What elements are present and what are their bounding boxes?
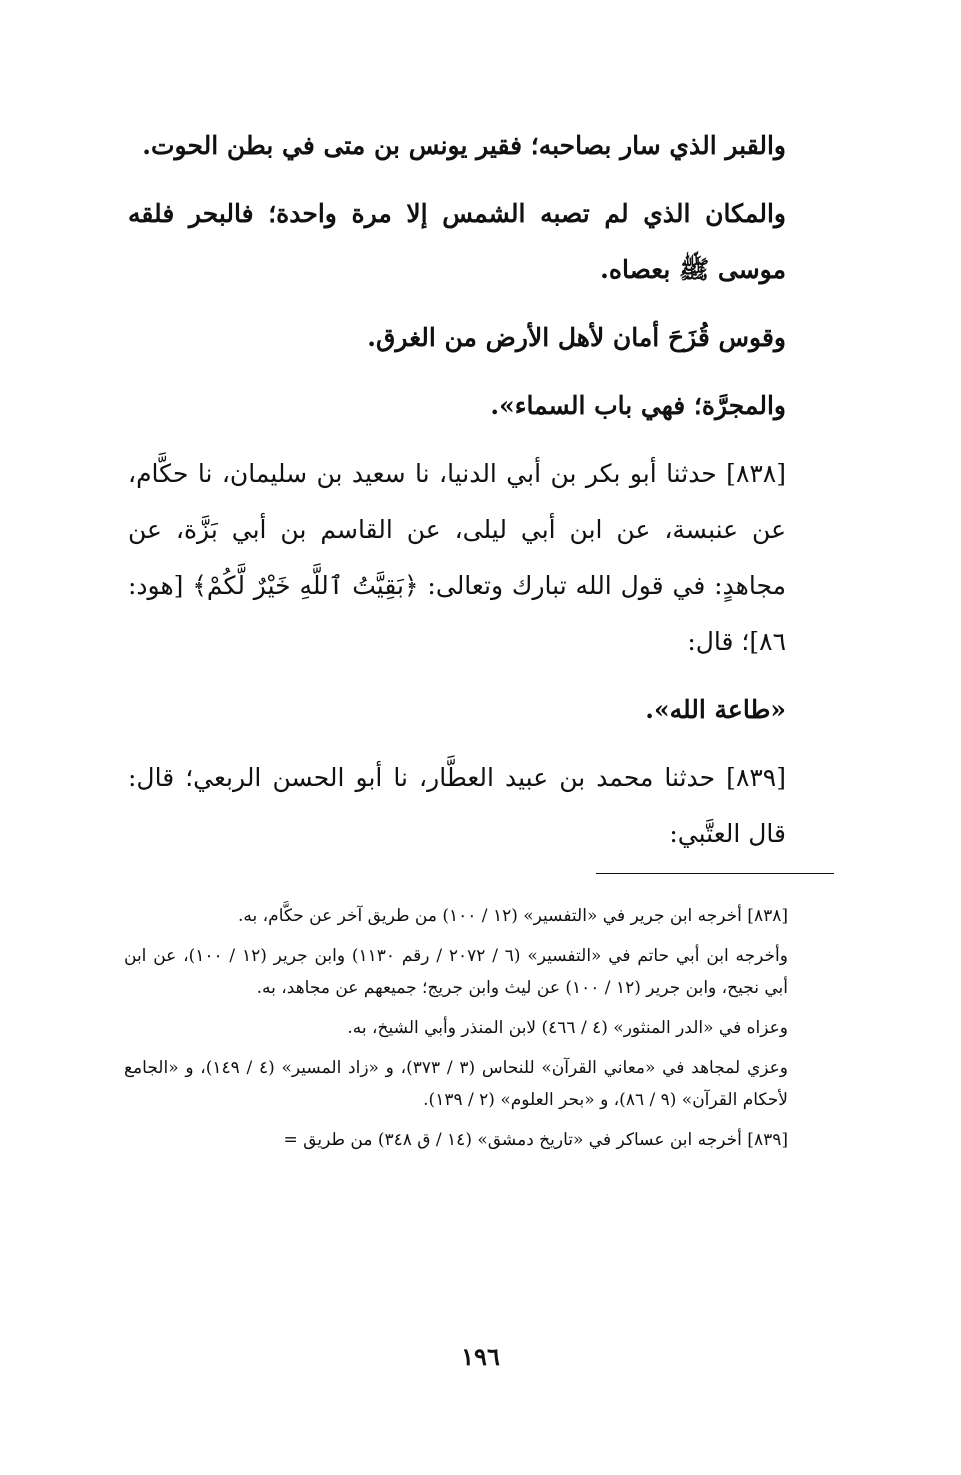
text-line-galaxy: والمجرَّة؛ فهي باب السماء». [490,391,786,420]
footnote-838: [٨٣٨] أخرجه ابن جرير في «التفسير» (١٢ / ١٠٠) من طريق آخر عن حكَّام، به. [238,906,788,926]
main-text [128,118,834,874]
footnote-separator [596,873,834,874]
hadith-839: [٨٣٩] حدثنا محمد بن عبيد العطَّار، نا أبو الحسن الربعي؛ قال: قال العتَّبي: [128,763,786,848]
text-line-rainbow: وقوس قُزَحَ أمان لأهل الأرض من الغرق. [367,323,786,352]
footnote-durr: وعزاه في «الدر المنثور» (٤ / ٤٦٦) لابن المنذر وأبي الشيخ، به. [347,1018,788,1038]
hadith-838: [٨٣٨] حدثنا أبو بكر بن أبي الدنيا، نا سعيد بن سليمان، نا حكَّام، عن عنبسة، عن ابن أبي ليلى، عن القاسم بن أبي بَزَّة، عن مجاهدٍ: في قول الله تبارك وتعالى: ﴿بَقِيَّتُ ٱللَّهِ خَيْرٌ لَّكُمْ﴾ [هود: ٨٦]؛ قال: [128,459,786,656]
footnotes [124,900,836,1164]
page-number: ١٩٦ [461,1342,500,1371]
text-line-grave: والقبر الذي سار بصاحبه؛ فقير يونس بن متى في بطن الحوت. [142,131,786,160]
footnote-839: [٨٣٩] أخرجه ابن عساكر في «تاريخ دمشق» (١٤ / ق ٣٤٨) من طريق = [283,1130,788,1150]
text-line-obedience: «طاعة الله». [645,695,786,724]
footnote-838-abi-hatim: وأخرجه ابن أبي حاتم في «التفسير» (٦ / ٢٠٧٢ / رقم ١١٣٠) وابن جرير (١٢ / ١٠٠)، عن ابن أبي نجيح، وابن جرير (١٢ / ١٠٠) عن ليث وابن جريج؛ جميعهم عن مجاهد، به. [124,946,788,998]
text-line-sea: والمكان الذي لم تصبه الشمس إلا مرة واحدة؛ فالبحر فلقه موسى ﷺ بعصاه. [128,199,786,284]
footnote-mujahid: وعزي لمجاهد في «معاني القرآن» للنحاس (٣ / ٣٧٣)، و «زاد المسير» (٤ / ١٤٩)، و «الجامع لأحكام القرآن» (٩ / ٨٦)، و «بحر العلوم» (٢ / ١٣٩). [124,1058,788,1110]
